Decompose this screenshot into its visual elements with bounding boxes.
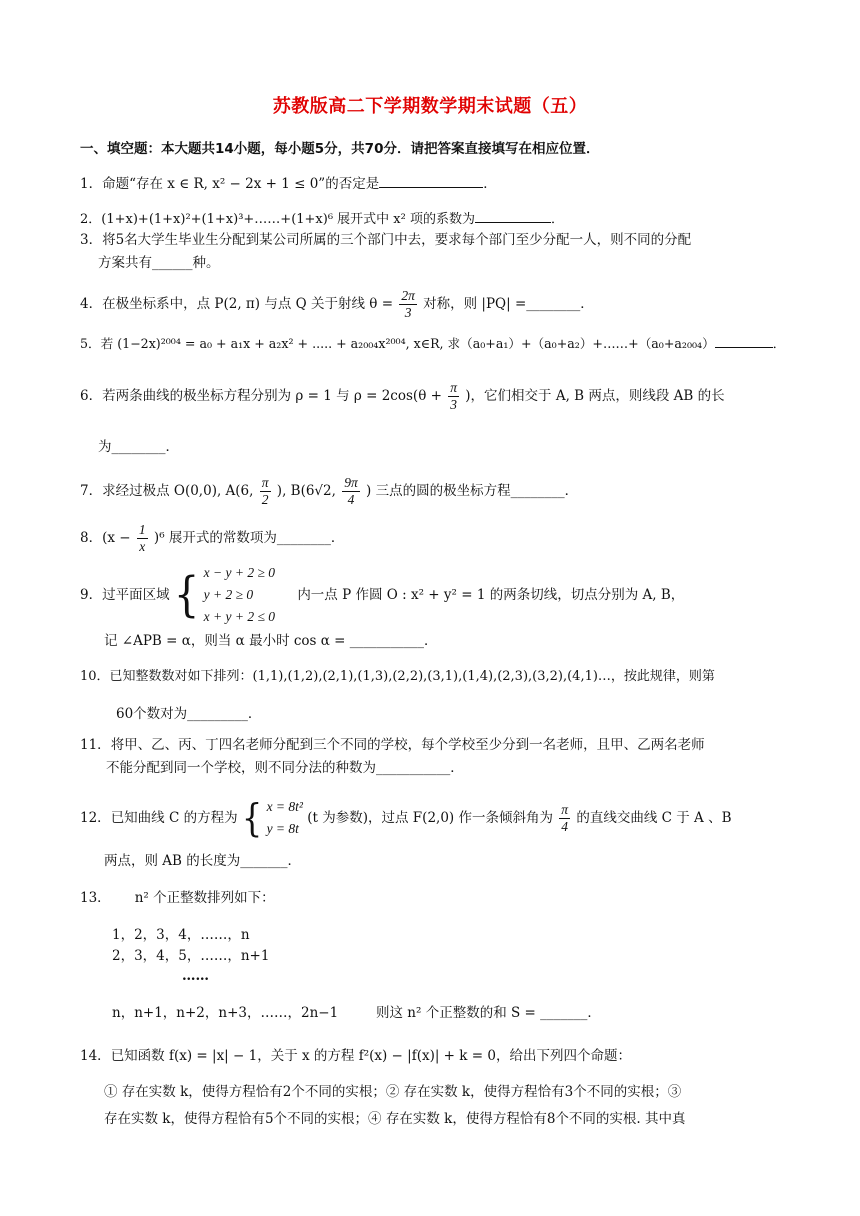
question-2 <box>80 208 780 230</box>
q1-text: 命题“存在 x ∈ R, x² − 2x + 1 ≤ 0”的否定是 <box>102 176 380 192</box>
q7-fraction-b <box>342 475 360 508</box>
q13-row-ellipsis: …… <box>182 968 209 984</box>
q6-post: )，它们相交于 A, B 两点，则线段 AB 的长 <box>465 388 725 404</box>
q7-f1-den: 2 <box>261 492 269 507</box>
q12-mid: (t 为参数)，过点 F(2,0) 作一条倾斜角为 <box>307 810 553 826</box>
exam-title: 苏教版高二下学期数学期末试题（五） <box>272 96 588 117</box>
q1-answer-blank[interactable] <box>379 173 483 188</box>
q9-ineq-1: x − y + 2 ≥ 0 <box>203 565 276 580</box>
q6-frac-den: 3 <box>450 397 457 412</box>
q5-answer-blank[interactable] <box>715 333 773 348</box>
q3-number: 3． <box>80 232 103 248</box>
q11-number: 11． <box>80 737 111 753</box>
question-11 <box>80 735 780 756</box>
q2-number: 2． <box>80 212 102 227</box>
question-1 <box>80 173 780 195</box>
q4-frac-den: 3 <box>404 305 412 320</box>
q12-eq-2: y = 8t <box>266 821 299 836</box>
question-4 <box>80 288 780 321</box>
q14-line3: 存在实数 k，使得方程恰有5个不同的实根；④ 存在实数 k，使得方程恰有8个不同的实根. 其中真 <box>104 1111 686 1127</box>
q11-line2: 不能分配到同一个学校，则不同分法的种数为___________． <box>106 760 464 776</box>
q6-number: 6． <box>80 388 103 404</box>
q7-post: ) 三点的圆的极坐标方程________． <box>366 483 579 499</box>
q12-frac-num: π <box>561 801 569 817</box>
q9-pre: 过平面区域 <box>102 587 170 603</box>
q12-line2: 两点，则 AB 的长度为_______． <box>104 853 302 869</box>
q3-line2: 方案共有______种。 <box>98 255 220 271</box>
q7-f2-num: 9π <box>344 475 358 490</box>
question-10 <box>80 666 780 687</box>
q14-number: 14． <box>80 1048 111 1064</box>
q6-pre: 若两条曲线的极坐标方程分别为 ρ = 1 与 ρ = 2cos(θ + <box>102 388 442 404</box>
q9-post: 内一点 P 作圆 O : x² + y² = 1 的两条切线，切点分别为 A, B， <box>297 587 685 603</box>
q14-line2: ① 存在实数 k，使得方程恰有2个不同的实根；② 存在实数 k，使得方程恰有3个不同的实根；③ <box>104 1084 682 1100</box>
q9-line2: 记 ∠APB = α，则当 α 最小时 cos α = ___________． <box>104 633 438 649</box>
q3-line1: 将5名大学生毕业生分配到某公司所属的三个部门中去，要求每个部门至少分配一人，则不同的分配 <box>102 232 692 248</box>
q7-fraction-a <box>260 475 271 508</box>
q4-pre: 在极坐标系中，点 P(2, π) 与点 Q 关于射线 θ = <box>102 296 394 312</box>
question-14 <box>80 1046 780 1067</box>
q4-post: 对称，则 |PQ| =________． <box>423 296 594 312</box>
q12-system <box>267 796 303 840</box>
q7-f1-num: π <box>261 475 269 490</box>
q2-end: ． <box>550 212 564 227</box>
q2-text: (1+x)+(1+x)²+(1+x)³+……+(1+x)⁶ 展开式中 x² 项的系数为 <box>101 212 475 227</box>
q13-number: 13． <box>80 890 111 906</box>
q4-fraction <box>399 288 417 321</box>
q6-line2: 为________． <box>98 439 179 455</box>
q1-number: 1． <box>80 176 103 192</box>
q4-number: 4． <box>80 296 103 312</box>
q13-row-last: n，n+1，n+2，n+3，……，2n−1 <box>112 1005 339 1021</box>
q5-number: 5． <box>80 336 101 351</box>
q9-ineq-3: x + y + 2 ≤ 0 <box>203 609 276 624</box>
q8-pre: (x − <box>102 530 131 546</box>
question-9 <box>80 562 780 628</box>
q8-number: 8． <box>80 530 103 546</box>
q6-frac-num: π <box>450 380 457 395</box>
q10-text: 已知整数数对如下排列：(1,1),(1,2),(2,1),(1,3),(2,2),(3,1),(1,4),(2,3),(3,2),(4,1)…，按此规律，则第 <box>109 669 715 684</box>
q1-end: ． <box>483 176 497 192</box>
q5-end: ． <box>772 336 786 351</box>
q12-eq-1: x = 8t² <box>266 799 303 814</box>
q12-number: 12． <box>80 810 111 826</box>
question-6 <box>80 380 780 413</box>
q13-row-2: 2，3，4，5，……，n+1 <box>112 948 270 964</box>
q2-answer-blank[interactable] <box>475 208 551 223</box>
q4-frac-num: 2π <box>401 288 415 303</box>
q10-line2: 60个数对为_________． <box>116 706 262 722</box>
q9-brace-icon: { <box>173 567 200 623</box>
q13-tail: 则这 n² 个正整数的和 S = _______． <box>376 1005 601 1021</box>
q8-frac-num: 1 <box>138 522 146 537</box>
q7-f2-den: 4 <box>347 492 355 507</box>
q12-fraction <box>559 802 570 835</box>
q9-ineq-2: y + 2 ≥ 0 <box>203 587 254 602</box>
q13-text: n² 个正整数排列如下： <box>134 890 275 906</box>
q14-text: 已知函数 f(x) = |x| − 1，关于 x 的方程 f²(x) − |f(x)| + k = 0，给出下列四个命题： <box>110 1048 631 1064</box>
q13-row-1: 1，2，3，4，……，n <box>112 927 250 943</box>
q12-frac-den: 4 <box>561 818 569 834</box>
q7-pre: 求经过极点 O(0,0), A(6, <box>102 483 254 499</box>
q12-post: 的直线交曲线 C 于 A 、B <box>576 810 732 826</box>
q8-fraction <box>137 522 148 555</box>
q7-mid: ), B(6√2, <box>276 483 336 499</box>
q8-post: )⁶ 展开式的常数项为________． <box>153 530 345 546</box>
q7-number: 7． <box>80 483 103 499</box>
question-8 <box>80 522 780 555</box>
q8-frac-den: x <box>139 539 146 554</box>
q12-brace-icon: { <box>241 795 263 841</box>
question-7 <box>80 475 780 508</box>
question-3 <box>80 230 780 251</box>
q11-line1: 将甲、乙、丙、丁四名老师分配到三个不同的学校，每个学校至少分到一名老师，且甲、乙两名老师 <box>110 737 705 753</box>
q9-number: 9． <box>80 587 103 603</box>
q9-system <box>204 562 275 628</box>
section-heading: 一、填空题：本大题共14小题，每小题5分，共70分．请把答案直接填写在相应位置． <box>80 141 600 157</box>
q12-pre: 已知曲线 C 的方程为 <box>110 810 238 826</box>
question-12 <box>80 796 780 840</box>
q5-text: 若 (1−2x)²⁰⁰⁴ = a₀ + a₁x + a₂x² + ..... + a₂₀₀₄x²⁰⁰⁴, x∈R, 求（a₀+a₁）+（a₀+a₂）+……+（a₀+a₂₀₀₄） <box>100 336 715 351</box>
q10-number: 10． <box>80 669 110 684</box>
question-13 <box>80 888 780 909</box>
question-5 <box>80 333 786 354</box>
q6-fraction <box>448 380 459 413</box>
